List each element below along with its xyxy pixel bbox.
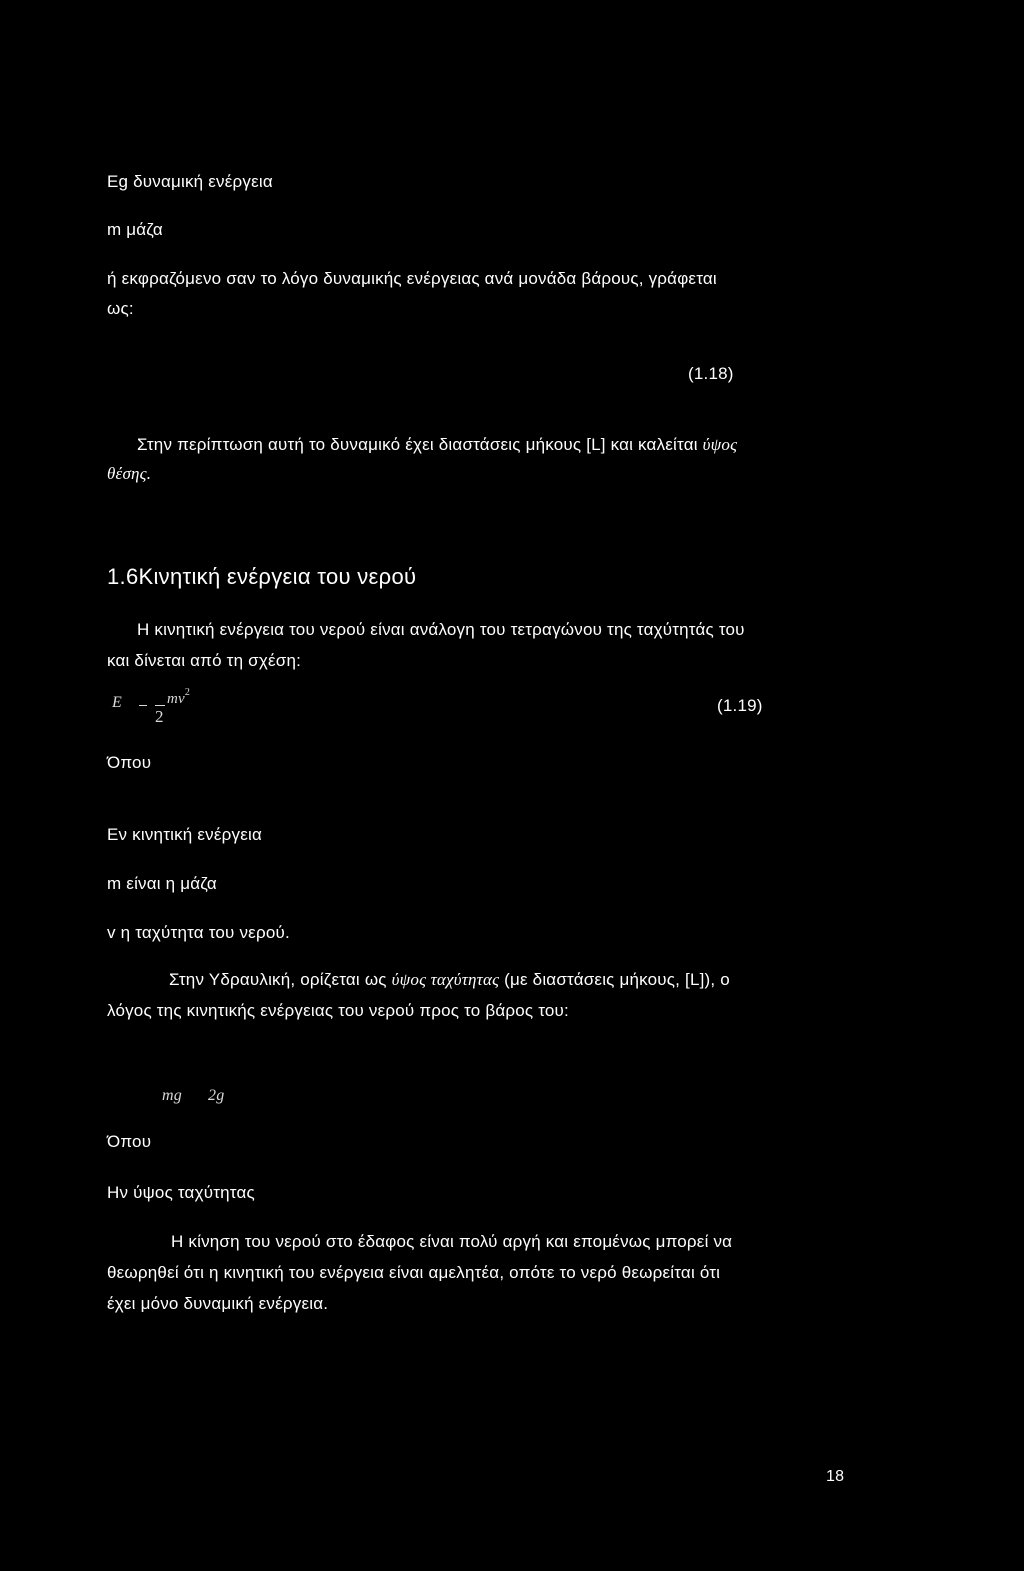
equation-number-1-19: (1.19) [717, 696, 763, 715]
paragraph-line: έχει μόνο δυναμική ενέργεια. [107, 1294, 329, 1313]
definition-m: m είναι η μάζα [107, 874, 217, 893]
paragraph-line: Η κινητική ενέργεια του νερού είναι ανάλογη του τετραγώνου της ταχύτητάς του [137, 620, 745, 639]
italic-term: ύψος [702, 435, 738, 454]
equation-dash [139, 705, 147, 706]
paragraph-line [137, 434, 737, 456]
paragraph-text: Στην περίπτωση αυτή το δυναμικό έχει διαστάσεις μήκους [L] και καλείται [137, 435, 698, 454]
equation-mv: mv [167, 691, 185, 707]
paragraph-text: (με διαστάσεις μήκους, [L]), ο [504, 970, 730, 989]
definition-v: v η ταχύτητα του νερού. [107, 923, 290, 942]
equation-number-1-18: (1.18) [688, 364, 734, 383]
definition-ev: Εν κινητική ενέργεια [107, 825, 262, 844]
paragraph-line: ως: [107, 299, 134, 318]
equation-exponent: 2 [184, 687, 191, 698]
paragraph-line [169, 969, 730, 991]
paragraph-line: θεωρηθεί ότι η κινητική του ενέργεια είναι αμελητέα, οπότε το νερό θεωρείται ότι [107, 1263, 721, 1282]
opou-label: Όπου [107, 1132, 152, 1151]
equation-symbol-e: E [112, 694, 122, 711]
equation-term-2g: 2g [208, 1087, 225, 1104]
section-heading: 1.6Κινητική ενέργεια του νερού [107, 564, 417, 589]
equation-fraction-bar [155, 705, 165, 706]
paragraph-line: Η κίνηση του νερού στο έδαφος είναι πολύ αργή και επομένως μπορεί να [171, 1232, 733, 1251]
equation-denominator: 2 [155, 707, 164, 726]
opou-label: Όπου [107, 753, 152, 772]
italic-term: θέσης. [107, 464, 152, 483]
definition-eg: Eg δυναμική ενέργεια [107, 172, 273, 191]
definition-m: m μάζα [107, 220, 163, 239]
paragraph-line: και δίνεται από τη σχέση: [107, 651, 302, 670]
paragraph-line: ή εκφραζόμενο σαν το λόγο δυναμικής ενέργειας ανά μονάδα βάρους, γράφεται [107, 269, 717, 288]
equation-term-mg: mg [162, 1087, 182, 1104]
paragraph-line: λόγος της κινητικής ενέργειας του νερού προς το βάρος του: [107, 1001, 569, 1020]
italic-term: ύψος ταχύτητας [391, 970, 500, 989]
equation-term-mv [167, 687, 191, 708]
definition-hv: Ην ύψος ταχύτητας [107, 1183, 255, 1202]
paragraph-text: Στην Υδραυλική, ορίζεται ως [169, 970, 387, 989]
page-number: 18 [826, 1468, 845, 1485]
